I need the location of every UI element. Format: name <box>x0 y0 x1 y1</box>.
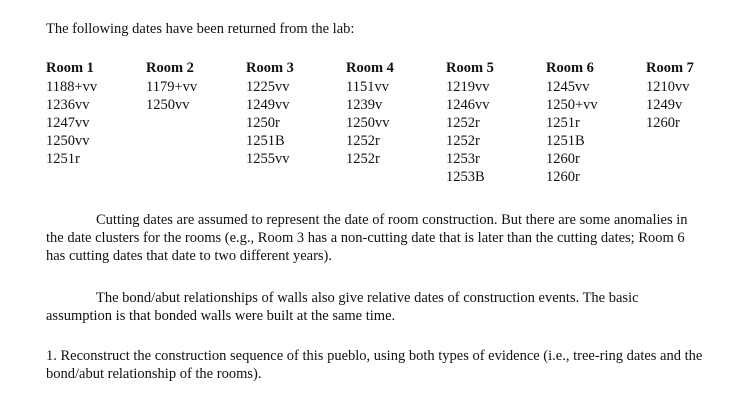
room-date: 1247vv <box>46 115 90 131</box>
room-header: Room 2 <box>146 60 194 76</box>
room-header: Room 5 <box>446 60 494 76</box>
room-header: Room 1 <box>46 60 94 76</box>
question-1: 1. Reconstruct the construction sequence of this pueblo, using both types of evidence (i.e., tree-ring dates and the bond/abut relationship of the rooms). <box>46 348 703 382</box>
room-date: 1151vv <box>346 79 389 95</box>
room-column <box>46 59 146 186</box>
room-date: 1260r <box>546 169 580 185</box>
paragraph-cutting-dates: Cutting dates are assumed to represent the date of room construction. But there are some anomalies in the date clusters for the rooms (e.g., Room 3 has a non-cutting date that is later than the cutting dates; Room 6 has cutting dates that date to two different years). <box>46 212 688 264</box>
room-date: 1255vv <box>246 151 290 167</box>
room-date: 1245vv <box>546 79 590 95</box>
room-date: 1251r <box>546 115 580 131</box>
room-column <box>146 59 246 186</box>
room-date: 1239v <box>346 97 383 113</box>
room-column <box>246 59 346 186</box>
room-date: 1249v <box>646 97 683 113</box>
paragraph-bond-abut: The bond/abut relationships of walls also give relative dates of construction events. The basic assumption is that bonded walls were built at the same time. <box>46 290 639 324</box>
room-column <box>546 59 646 186</box>
room-header: Room 7 <box>646 60 694 76</box>
room-date: 1251B <box>546 133 585 149</box>
room-date: 1251r <box>46 151 80 167</box>
room-date: 1253r <box>446 151 480 167</box>
room-date: 1236vv <box>46 97 90 113</box>
room-date: 1252r <box>446 133 480 149</box>
room-date: 1246vv <box>446 97 490 113</box>
room-date: 1179+vv <box>146 79 198 95</box>
room-date: 1250vv <box>46 133 90 149</box>
room-date: 1252r <box>446 115 480 131</box>
intro-text: The following dates have been returned from the lab: <box>46 21 355 37</box>
room-date: 1250r <box>246 115 280 131</box>
room-date: 1210vv <box>646 79 690 95</box>
room-date: 1219vv <box>446 79 490 95</box>
room-date: 1260r <box>646 115 680 131</box>
room-date: 1252r <box>346 151 380 167</box>
room-dates-table <box>46 59 732 186</box>
room-column <box>346 59 446 186</box>
room-date: 1249vv <box>246 97 290 113</box>
room-date: 1250vv <box>146 97 190 113</box>
room-date: 1250+vv <box>546 97 598 113</box>
room-date: 1252r <box>346 133 380 149</box>
room-header: Room 3 <box>246 60 294 76</box>
room-column <box>446 59 546 186</box>
room-header: Room 6 <box>546 60 594 76</box>
room-date: 1253B <box>446 169 485 185</box>
room-date: 1251B <box>246 133 285 149</box>
room-date: 1188+vv <box>46 79 98 95</box>
room-header: Room 4 <box>346 60 394 76</box>
room-date: 1225vv <box>246 79 290 95</box>
room-date: 1260r <box>546 151 580 167</box>
room-column <box>646 59 732 186</box>
room-date: 1250vv <box>346 115 390 131</box>
